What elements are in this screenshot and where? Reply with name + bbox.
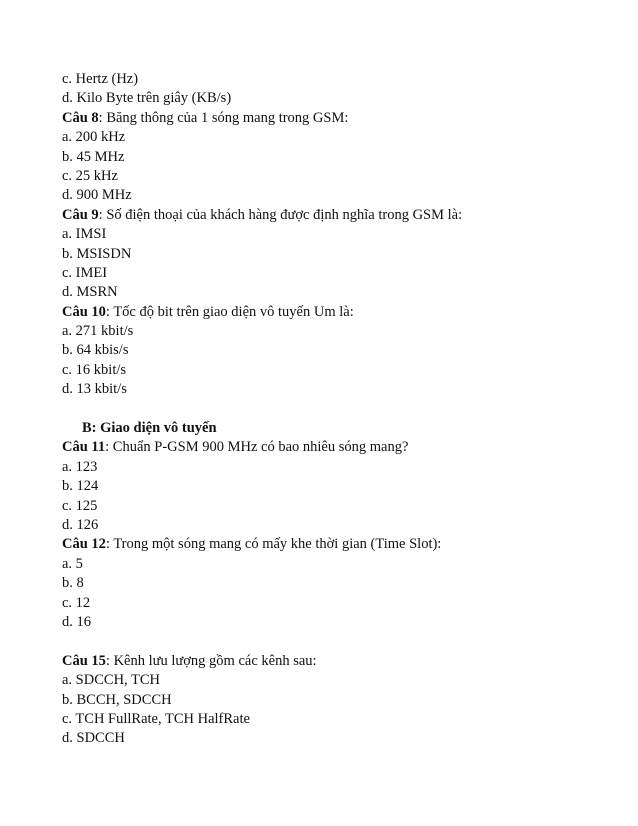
question-12 xyxy=(62,535,602,554)
question-10-option-a: a. 271 kbit/s xyxy=(62,323,134,340)
question-11-option-d: d. 126 xyxy=(62,516,99,533)
question-10-option-d: d. 13 kbit/s xyxy=(62,381,127,398)
question-12-option-a: a. 5 xyxy=(62,555,83,572)
question-15-option-c: c. TCH FullRate, TCH HalfRate xyxy=(62,710,250,727)
question-12-text: : Trong một sóng mang có mấy khe thời gian (Time Slot): xyxy=(105,536,442,553)
spacer xyxy=(62,400,602,419)
question-8-label: Câu 8 xyxy=(62,109,99,126)
option-c-prev: c. Hertz (Hz) xyxy=(62,71,139,87)
question-11 xyxy=(62,438,602,457)
question-15-option-a: a. SDCCH, TCH xyxy=(62,672,161,689)
question-12-label: Câu 12 xyxy=(62,536,106,553)
question-15-text: : Kênh lưu lượng gồm các kênh sau: xyxy=(105,652,317,669)
question-11-label: Câu 11 xyxy=(62,439,106,456)
option-d-prev: d. Kilo Byte trên giây (KB/s) xyxy=(62,90,232,107)
question-15 xyxy=(62,652,602,671)
question-12-option-c: c. 12 xyxy=(62,594,91,611)
question-8 xyxy=(62,109,602,128)
question-15-label: Câu 15 xyxy=(62,652,106,669)
question-8-text: : Băng thông của 1 sóng mang trong GSM: xyxy=(98,109,349,126)
question-10-option-c: c. 16 kbit/s xyxy=(62,361,127,378)
question-9-option-c: c. IMEI xyxy=(62,264,108,281)
question-9-text: : Số điện thoại của khách hàng được định nghĩa trong GSM là: xyxy=(98,206,463,223)
question-11-option-c: c. 125 xyxy=(62,497,98,514)
question-8-option-b: b. 45 MHz xyxy=(62,148,125,165)
question-11-text: : Chuẩn P-GSM 900 MHz có bao nhiêu sóng mang? xyxy=(105,439,409,456)
question-9-option-b: b. MSISDN xyxy=(62,245,132,262)
question-10 xyxy=(62,303,602,322)
question-11-option-a: a. 123 xyxy=(62,458,98,475)
question-8-option-c: c. 25 kHz xyxy=(62,167,118,184)
question-8-option-d: d. 900 MHz xyxy=(62,187,132,204)
question-10-option-b: b. 64 kbis/s xyxy=(62,342,129,359)
question-10-label: Câu 10 xyxy=(62,303,106,320)
document-content xyxy=(62,70,602,749)
spacer xyxy=(62,632,602,651)
question-9-option-a: a. IMSI xyxy=(62,226,107,243)
question-11-option-b: b. 124 xyxy=(62,478,99,495)
section-b-heading: B: Giao diện vô tuyến xyxy=(82,420,217,437)
question-15-option-b: b. BCCH, SDCCH xyxy=(62,691,172,708)
question-12-option-b: b. 8 xyxy=(62,575,84,592)
question-10-text: : Tốc độ bit trên giao diện vô tuyến Um là: xyxy=(105,303,354,320)
question-8-option-a: a. 200 kHz xyxy=(62,129,126,146)
question-15-option-d: d. SDCCH xyxy=(62,730,125,747)
question-9-label: Câu 9 xyxy=(62,206,99,223)
question-12-option-d: d. 16 xyxy=(62,613,91,630)
question-9 xyxy=(62,206,602,225)
question-9-option-d: d. MSRN xyxy=(62,284,118,301)
